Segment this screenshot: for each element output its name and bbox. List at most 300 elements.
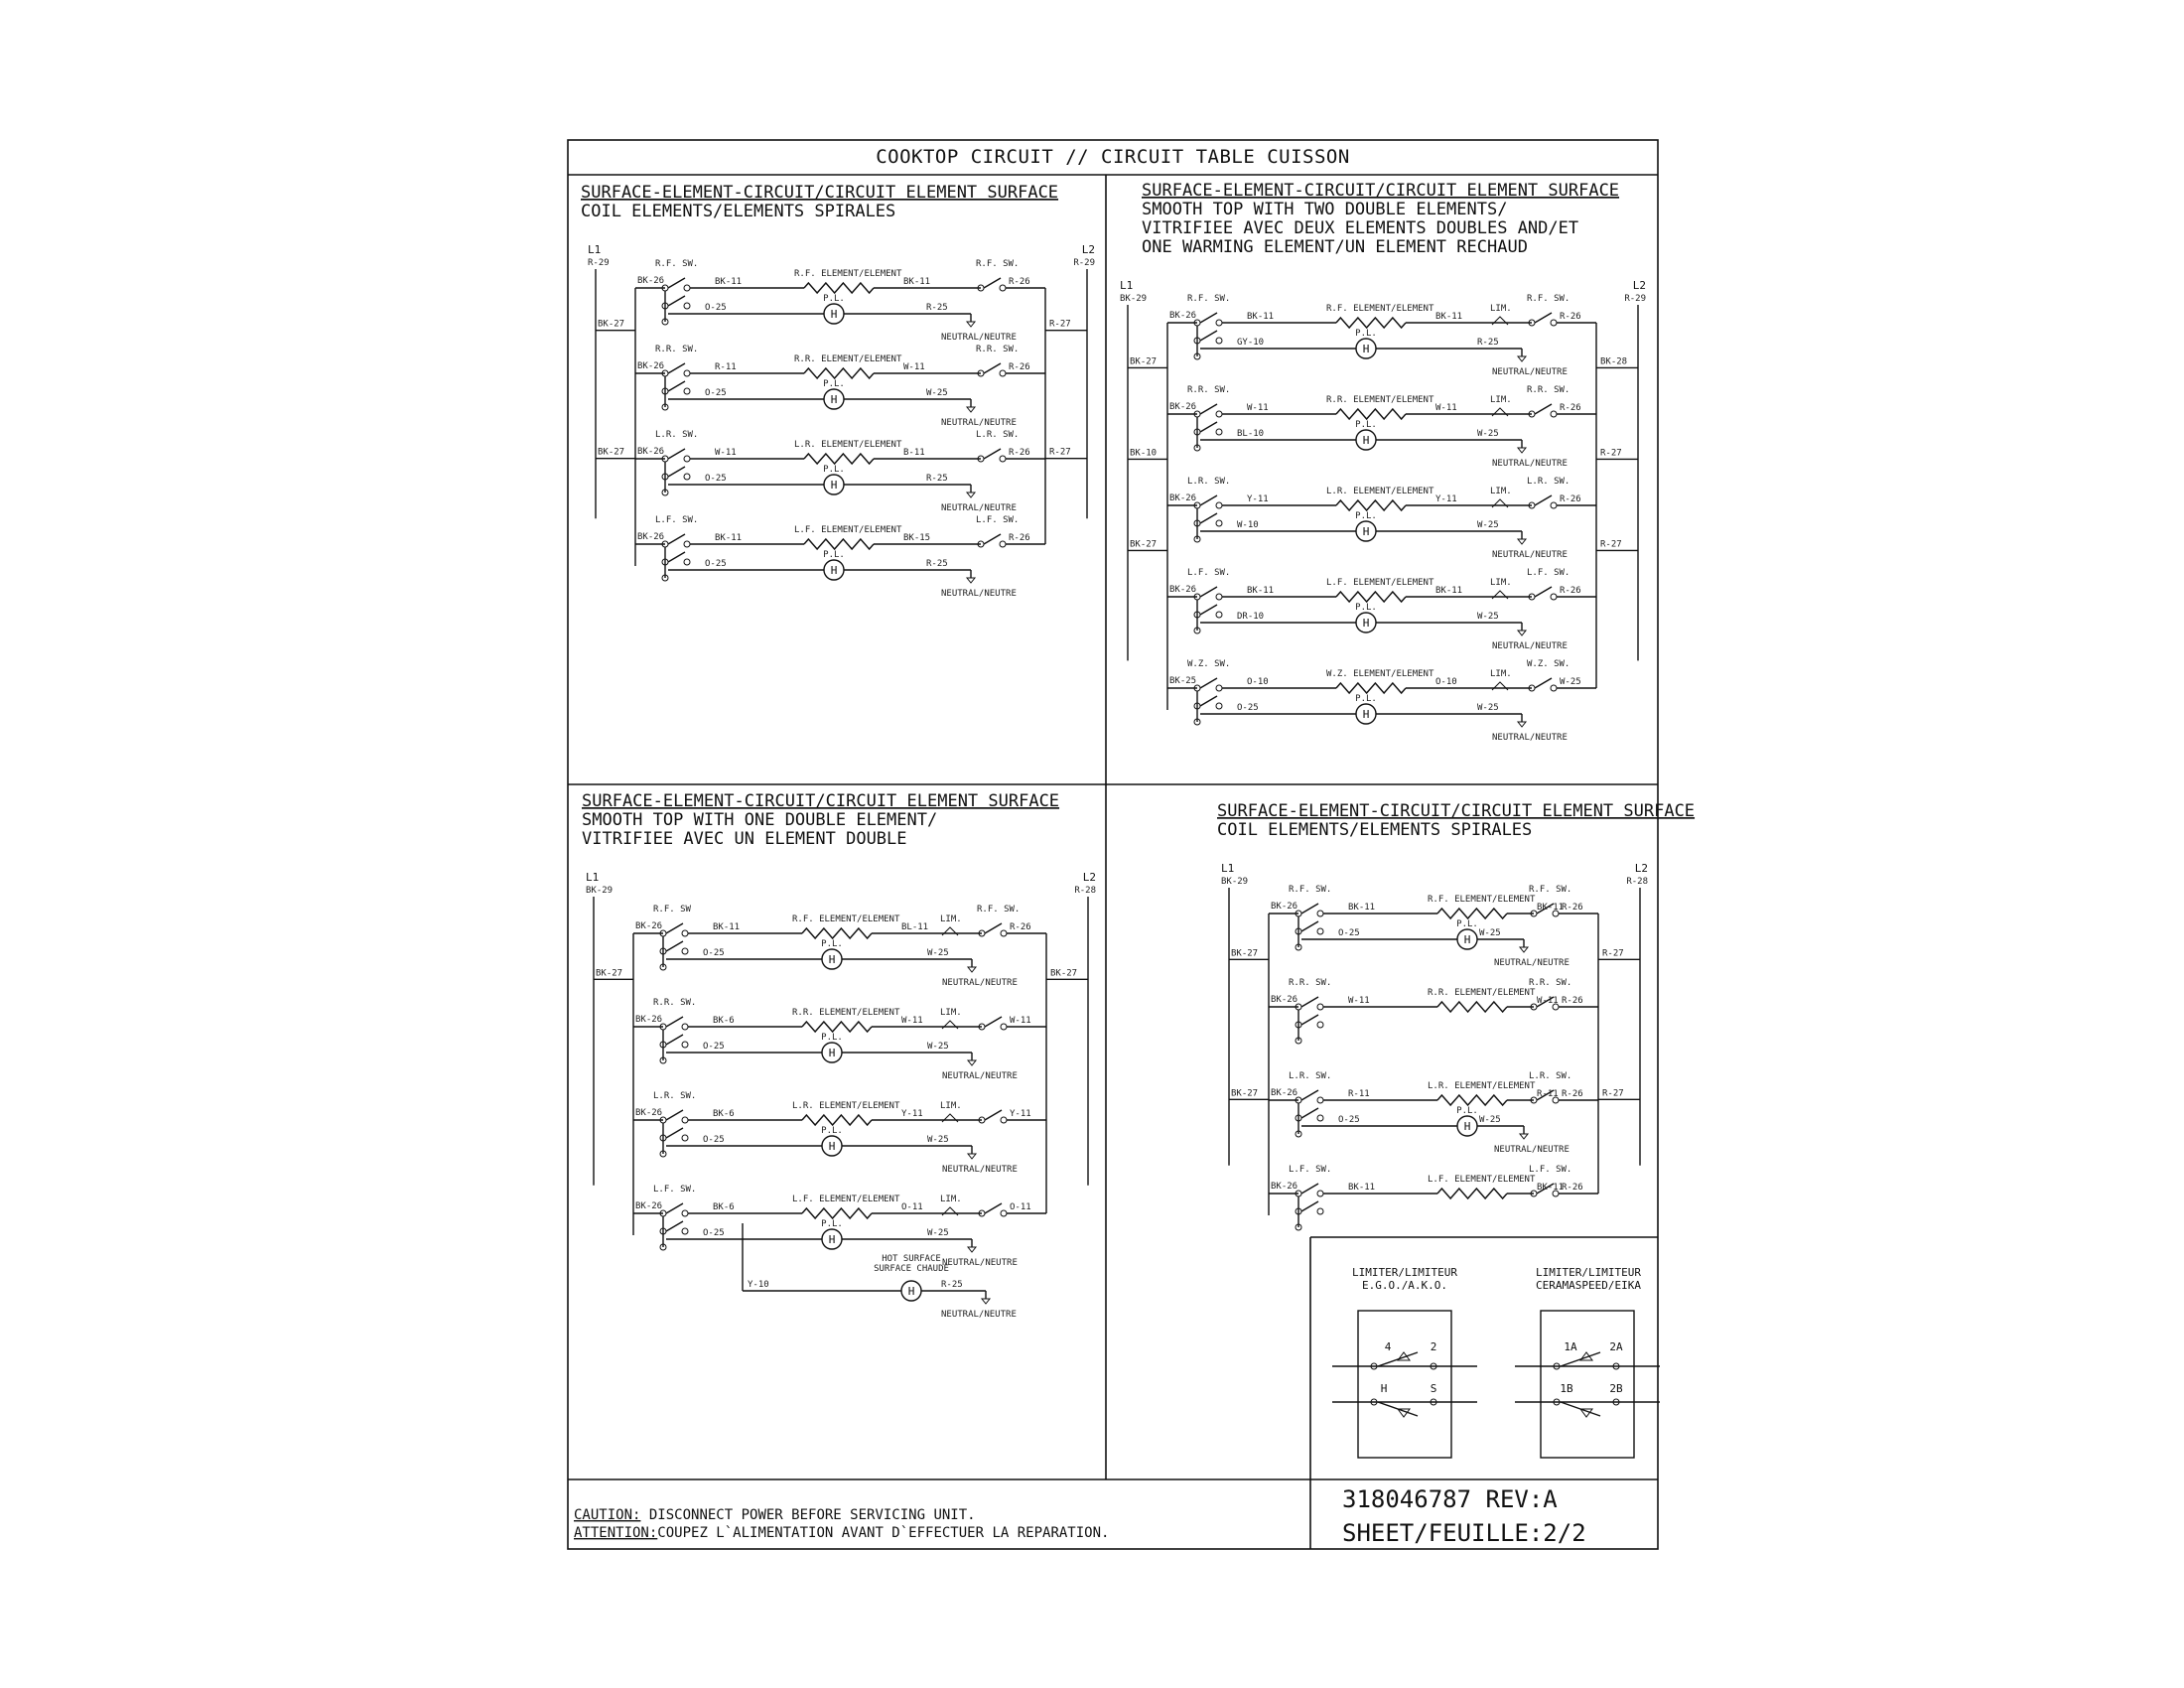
switch-label: R.R. SW.: [655, 345, 699, 354]
switch-blade: [666, 1203, 683, 1213]
switch-blade: [1200, 422, 1217, 432]
input-wire-label: BK-26: [1169, 585, 1197, 595]
switch-blade: [1200, 404, 1217, 414]
output-wire-label: R-26: [1009, 448, 1030, 458]
terminal: [682, 1117, 688, 1123]
switch-blade: [666, 1221, 683, 1231]
neutral-label: NEUTRAL/NEUTRE: [1494, 1145, 1570, 1155]
wire-label: W-11: [715, 448, 737, 458]
pilot-wire-label: GY-10: [1237, 338, 1265, 348]
pilot-return-label: W-25: [1477, 520, 1499, 530]
switch-label: R.R. SW.: [976, 345, 1020, 354]
side-wire-label: R-27: [1049, 447, 1071, 458]
input-wire-label: BK-26: [637, 447, 665, 457]
switch-label: R.R. SW.: [1529, 978, 1572, 988]
switch-label: L.R. SW.: [1527, 477, 1570, 487]
terminal: [684, 474, 690, 480]
pilot-light-symbol: H: [828, 1140, 836, 1153]
side-wire-label: R-27: [1600, 448, 1622, 459]
wire-label: R-11: [1348, 1089, 1370, 1099]
limiter-terminal-label: 1B: [1560, 1382, 1573, 1395]
pilot-light-label: P.L.: [821, 939, 843, 949]
neutral-label: NEUTRAL/NEUTRE: [942, 1071, 1018, 1081]
input-wire-label: BK-26: [637, 361, 665, 371]
neutral-arrow: [968, 1060, 976, 1065]
l1-wire-label: BK-29: [1120, 294, 1148, 304]
switch-label: L.F. SW.: [655, 515, 699, 525]
panel-title-line: VITRIFIEE AVEC UN ELEMENT DOUBLE: [582, 829, 907, 849]
output-wire-label: R-26: [1562, 1089, 1583, 1099]
switch-blade: [668, 449, 685, 459]
switch-label: R.R. SW.: [1187, 385, 1231, 395]
pilot-light-symbol: H: [1362, 434, 1370, 447]
terminal: [682, 948, 688, 954]
wire-label: BK-6: [713, 1016, 735, 1026]
pilot-light-symbol: H: [1362, 708, 1370, 721]
circuit-panels: [581, 181, 1695, 1320]
pilot-wire-label: O-25: [705, 559, 727, 569]
neutral-arrow: [1518, 722, 1526, 727]
wire-label: BK-11: [1537, 1183, 1565, 1193]
limiter-contact: [1492, 499, 1508, 507]
output-wire-label: R-26: [1560, 312, 1581, 322]
terminal: [1000, 285, 1006, 291]
limiter-symbol-2: [1515, 1266, 1660, 1458]
element-label: R.R. ELEMENT/ELEMENT: [794, 354, 902, 364]
pilot-light-symbol: H: [828, 1047, 836, 1059]
switch-blade: [1301, 1184, 1318, 1194]
switch-blade: [1535, 404, 1552, 414]
limiter-title: LIMITER/LIMITEUR: [1352, 1266, 1457, 1279]
limiter-terminal-label: 1A: [1564, 1340, 1577, 1353]
panel-title-line: SURFACE-ELEMENT-CIRCUIT/CIRCUIT ELEMENT SURFACE: [582, 791, 1060, 811]
neutral-label: NEUTRAL/NEUTRE: [1492, 733, 1568, 743]
pilot-return-label: R-25: [926, 303, 948, 313]
switch-label: R.F. SW.: [977, 905, 1021, 914]
switch-label: L.F. SW.: [1529, 1165, 1572, 1175]
limiter-label: LIM.: [940, 1008, 962, 1018]
input-wire-label: BK-26: [637, 532, 665, 542]
side-wire-label: BK-27: [1130, 539, 1158, 550]
limiter-contact: [1492, 317, 1508, 325]
heating-element-resistor: [1437, 1095, 1507, 1105]
switch-blade: [666, 1110, 683, 1120]
neutral-label: NEUTRAL/NEUTRE: [941, 503, 1017, 513]
pilot-wire-label: O-25: [1338, 1115, 1360, 1125]
terminal: [1551, 594, 1557, 600]
terminal: [1001, 930, 1007, 936]
l2-label: L2: [1634, 862, 1648, 875]
pilot-return-label: W-25: [1477, 612, 1499, 622]
terminal: [1000, 456, 1006, 462]
element-label: R.R. ELEMENT/ELEMENT: [1428, 988, 1536, 998]
switch-blade: [668, 552, 685, 562]
neutral-label: NEUTRAL/NEUTRE: [942, 1258, 1018, 1268]
pilot-light-label: P.L.: [823, 550, 845, 560]
terminal: [682, 1228, 688, 1234]
switch-blade: [1200, 331, 1217, 341]
l2-wire-label: R-29: [1073, 258, 1095, 268]
circuit-panel-1: [581, 183, 1095, 599]
pilot-wire-label: DR-10: [1237, 612, 1265, 622]
limiter-label: LIM.: [1490, 395, 1512, 405]
side-wire-label: R-27: [1602, 1088, 1624, 1099]
switch-label: L.R. SW.: [653, 1091, 697, 1101]
switch-blade: [1301, 1015, 1318, 1025]
switch-label: L.F. SW.: [1187, 568, 1231, 578]
element-label: L.R. ELEMENT/ELEMENT: [792, 1101, 900, 1111]
pilot-light-label: P.L.: [823, 294, 845, 304]
output-wire-label: R-26: [1560, 494, 1581, 504]
switch-blade: [985, 1203, 1002, 1213]
input-wire-label: BK-26: [635, 921, 663, 931]
circuit-row: [1167, 477, 1596, 560]
pilot-return-label: R-25: [1477, 338, 1499, 348]
switch-blade: [1301, 1201, 1318, 1211]
side-wire-label: BK-27: [1231, 948, 1259, 959]
neutral-label: NEUTRAL/NEUTRE: [942, 1165, 1018, 1175]
panel-title-line: SMOOTH TOP WITH ONE DOUBLE ELEMENT/: [582, 810, 938, 830]
pilot-wire-label: O-25: [1338, 928, 1360, 938]
pilot-light-symbol: H: [830, 479, 838, 492]
l2-label: L2: [1632, 279, 1646, 292]
terminal: [684, 370, 690, 376]
input-wire-label: BK-26: [635, 1015, 663, 1025]
pilot-light-symbol: H: [830, 393, 838, 406]
wire-label: BK-6: [713, 1109, 735, 1119]
neutral-label: NEUTRAL/NEUTRE: [941, 1310, 1017, 1320]
panel-title-line: COIL ELEMENTS/ELEMENTS SPIRALES: [581, 202, 896, 221]
switch-label: L.F. SW.: [976, 515, 1020, 525]
terminal: [1551, 685, 1557, 691]
switch-label: W.Z. SW.: [1527, 659, 1570, 669]
switch-blade: [1301, 1108, 1318, 1118]
circuit-row: [1167, 568, 1596, 651]
pilot-light-label: P.L.: [823, 379, 845, 389]
l1-wire-label: R-29: [588, 258, 610, 268]
limiter-contact-blade: [1378, 1352, 1418, 1366]
pilot-wire-label: W-10: [1237, 520, 1259, 530]
caution-line: [574, 1507, 976, 1523]
pilot-wire-label: BL-10: [1237, 429, 1265, 439]
pilot-return-label: W-25: [1477, 703, 1499, 713]
terminal: [1216, 612, 1222, 618]
side-wire-label: R-27: [1600, 539, 1622, 550]
wire-label: BK-11: [1435, 312, 1463, 322]
terminal: [682, 1024, 688, 1030]
neutral-arrow: [967, 492, 975, 497]
neutral-label: NEUTRAL/NEUTRE: [941, 589, 1017, 599]
element-label: L.R. ELEMENT/ELEMENT: [794, 440, 902, 450]
l1-label: L1: [586, 871, 600, 884]
wire-label: W-11: [901, 1016, 923, 1026]
switch-blade: [668, 278, 685, 288]
wire-label: BK-11: [1537, 903, 1565, 913]
switch-label: L.R. SW.: [1529, 1071, 1572, 1081]
terminal: [1317, 1115, 1323, 1121]
wire-label: BK-11: [715, 277, 743, 287]
switch-blade: [668, 296, 685, 306]
neutral-arrow: [968, 1247, 976, 1252]
wire-label: BK-11: [1435, 586, 1463, 596]
terminal: [1216, 703, 1222, 709]
neutral-arrow: [982, 1299, 990, 1304]
circuit-panel-2: [1120, 181, 1646, 743]
terminal: [1216, 429, 1222, 435]
input-wire-label: BK-26: [635, 1201, 663, 1211]
pilot-return-label: W-25: [926, 388, 948, 398]
pilot-light-symbol: H: [1362, 617, 1370, 630]
heating-element-resistor: [1437, 1002, 1507, 1012]
terminal: [1317, 1191, 1323, 1196]
limiter-contact-blade: [1561, 1352, 1600, 1366]
circuit-panel-4: [1217, 801, 1695, 1230]
circuit-row: [635, 345, 1045, 428]
pilot-light-symbol: H: [907, 1285, 915, 1298]
neutral-arrow: [1518, 356, 1526, 361]
terminal: [684, 303, 690, 309]
terminal: [1216, 594, 1222, 600]
wire-label: W-11: [1435, 403, 1457, 413]
wire-label: Y-11: [901, 1109, 923, 1119]
output-wire-label: R-26: [1562, 996, 1583, 1006]
element-label: R.F. ELEMENT/ELEMENT: [794, 269, 902, 279]
switch-blade: [984, 363, 1001, 373]
panel-title-line: ONE WARMING ELEMENT/UN ELEMENT RECHAUD: [1142, 237, 1528, 257]
element-label: R.F. ELEMENT/ELEMENT: [1428, 895, 1536, 905]
switch-blade: [668, 381, 685, 391]
wire-label: BK-11: [1247, 586, 1275, 596]
wire-label: BK-6: [713, 1202, 735, 1212]
switch-blade: [668, 363, 685, 373]
panel-title-line: SURFACE-ELEMENT-CIRCUIT/CIRCUIT ELEMENT SURFACE: [581, 183, 1059, 203]
pilot-light-symbol: H: [1362, 343, 1370, 355]
pilot-wire-label: O-25: [703, 1135, 725, 1145]
input-wire-label: BK-26: [1169, 311, 1197, 321]
element-label: L.R. ELEMENT/ELEMENT: [1326, 487, 1434, 496]
panel-title-line: COIL ELEMENTS/ELEMENTS SPIRALES: [1217, 820, 1533, 840]
pilot-light-label: P.L.: [821, 1219, 843, 1229]
pilot-light-label: P.L.: [1456, 919, 1478, 929]
l2-label: L2: [1082, 871, 1096, 884]
input-wire-label: BK-26: [1271, 902, 1298, 912]
input-wire-label: BK-25: [1169, 676, 1197, 686]
circuit-panel-3: [582, 791, 1096, 1320]
limiter-contact: [942, 1114, 958, 1122]
limiter-body: [1358, 1311, 1451, 1458]
neutral-label: NEUTRAL/NEUTRE: [941, 333, 1017, 343]
limiter-label: LIM.: [1490, 578, 1512, 588]
pilot-light-symbol: H: [830, 564, 838, 577]
neutral-arrow: [967, 407, 975, 412]
switch-label: R.R. SW.: [653, 998, 697, 1008]
switch-blade: [984, 449, 1001, 459]
neutral-arrow: [967, 322, 975, 327]
circuit-row: [1269, 885, 1598, 968]
pilot-wire-label: O-25: [703, 948, 725, 958]
hot-surface-label: HOT SURFACE: [882, 1254, 941, 1264]
circuit-row: [1167, 385, 1596, 469]
switch-label: L.F. SW.: [1527, 568, 1570, 578]
pilot-light-symbol: H: [830, 308, 838, 321]
element-label: R.F. ELEMENT/ELEMENT: [792, 914, 900, 924]
terminal: [682, 1042, 688, 1048]
terminal: [1216, 502, 1222, 508]
circuit-row: [1167, 659, 1596, 743]
terminal: [1216, 520, 1222, 526]
side-wire-label: BK-27: [1231, 1088, 1259, 1099]
switch-label: R.R. SW.: [1527, 385, 1570, 395]
switch-blade: [666, 923, 683, 933]
circuit-row: [633, 1185, 1046, 1268]
output-wire-label: R-26: [1560, 586, 1581, 596]
circuit-row: [635, 515, 1045, 599]
terminal: [1551, 502, 1557, 508]
terminal: [684, 456, 690, 462]
panel-title-line: SURFACE-ELEMENT-CIRCUIT/CIRCUIT ELEMENT SURFACE: [1217, 801, 1696, 821]
part-number: 318046787 REV:A: [1342, 1485, 1558, 1513]
wire-label: BK-11: [713, 922, 741, 932]
input-wire-label: BK-26: [1169, 402, 1197, 412]
heating-element-resistor: [804, 539, 874, 549]
switch-label: W.Z. SW.: [1187, 659, 1231, 669]
pilot-return-label: W-25: [927, 1135, 949, 1145]
element-label: R.F. ELEMENT/ELEMENT: [1326, 304, 1434, 314]
input-wire-label: BK-26: [1271, 995, 1298, 1005]
limiter-contact: [942, 1207, 958, 1215]
neutral-arrow: [1518, 448, 1526, 453]
heating-element-resistor: [802, 1115, 872, 1125]
terminal: [1317, 1208, 1323, 1214]
limiter-label: LIM.: [1490, 669, 1512, 679]
pilot-wire-label: O-25: [1237, 703, 1259, 713]
wire-label: Y-11: [1435, 494, 1457, 504]
pilot-light-symbol: H: [828, 953, 836, 966]
switch-label: L.F. SW.: [1289, 1165, 1332, 1175]
neutral-arrow: [1518, 631, 1526, 635]
heating-element-resistor: [1336, 683, 1406, 693]
switch-blade: [1200, 696, 1217, 706]
pilot-return-label: W-25: [927, 948, 949, 958]
output-wire-label: R-26: [1560, 403, 1581, 413]
heating-element-resistor: [804, 368, 874, 378]
switch-label: R.F. SW.: [1529, 885, 1572, 895]
switch-blade: [1200, 313, 1217, 323]
switch-label: R.R. SW.: [1289, 978, 1332, 988]
terminal: [1001, 1117, 1007, 1123]
pilot-wire-label: O-25: [703, 1228, 725, 1238]
terminal: [1216, 320, 1222, 326]
terminal: [1001, 1210, 1007, 1216]
switch-blade: [1200, 587, 1217, 597]
switch-blade: [1301, 921, 1318, 931]
terminal: [1216, 685, 1222, 691]
pilot-light-symbol: H: [1463, 933, 1471, 946]
side-wire-label: BK-27: [1130, 356, 1158, 367]
panel-title-line: SMOOTH TOP WITH TWO DOUBLE ELEMENTS/: [1142, 200, 1508, 219]
terminal: [1317, 1004, 1323, 1010]
attention-text: COUPEZ L`ALIMENTATION AVANT D`EFFECTUER LA REPARATION.: [657, 1525, 1110, 1541]
l1-label: L1: [1221, 862, 1235, 875]
input-wire-label: BK-26: [635, 1108, 663, 1118]
limiter-legend: [1332, 1266, 1660, 1458]
switch-label: R.F. SW.: [1527, 294, 1570, 304]
side-wire-label: BK-28: [1600, 356, 1628, 367]
wire-label: BK-11: [1348, 903, 1376, 913]
element-label: W.Z. ELEMENT/ELEMENT: [1326, 669, 1434, 679]
pilot-return-label: W-25: [1479, 928, 1501, 938]
heating-element-resistor: [1336, 318, 1406, 328]
input-wire-label: BK-26: [1169, 493, 1197, 503]
l1-label: L1: [1120, 279, 1134, 292]
side-wire-label: R-27: [1602, 948, 1624, 959]
switch-blade: [1301, 904, 1318, 914]
pilot-wire-label: O-25: [703, 1042, 725, 1052]
pilot-return-label: W-25: [1479, 1115, 1501, 1125]
output-wire-label: W-11: [1010, 1016, 1031, 1026]
pilot-return-label: R-25: [926, 474, 948, 484]
attention-line: [574, 1525, 1109, 1541]
switch-blade: [1535, 495, 1552, 505]
switch-blade: [984, 534, 1001, 544]
switch-label: R.F. SW.: [655, 259, 699, 269]
circuit-row: [633, 1091, 1046, 1175]
limiter-label: LIM.: [1490, 487, 1512, 496]
neutral-label: NEUTRAL/NEUTRE: [1492, 550, 1568, 560]
wire-label: O-11: [901, 1202, 923, 1212]
terminal: [682, 1135, 688, 1141]
terminal: [1216, 411, 1222, 417]
output-wire-label: R-26: [1009, 362, 1030, 372]
wire-label: O-10: [1247, 677, 1269, 687]
limiter-terminal-label: 2B: [1609, 1382, 1623, 1395]
wire-label: B-11: [903, 448, 925, 458]
heating-element-resistor: [1437, 1189, 1507, 1198]
switch-blade: [668, 467, 685, 477]
switch-label: R.F. SW: [653, 905, 691, 914]
switch-blade: [985, 1017, 1002, 1027]
terminal: [1317, 928, 1323, 934]
limiter-terminal-label: 2A: [1609, 1340, 1623, 1353]
pilot-return-label: W-25: [927, 1042, 949, 1052]
pilot-return-label: W-25: [1477, 429, 1499, 439]
limiter-contact: [942, 1021, 958, 1029]
wire-label: R-11: [1537, 1089, 1559, 1099]
output-wire-label: R-26: [1009, 277, 1030, 287]
heating-element-resistor: [1437, 909, 1507, 918]
limiter-subtitle: CERAMASPEED/EIKA: [1536, 1279, 1641, 1292]
switch-blade: [1200, 605, 1217, 615]
pilot-light-symbol: H: [828, 1233, 836, 1246]
circuit-row: [1269, 978, 1598, 1044]
attention-label: ATTENTION:: [574, 1525, 658, 1541]
element-label: L.F. ELEMENT/ELEMENT: [1428, 1175, 1536, 1185]
panel-title-line: SURFACE-ELEMENT-CIRCUIT/CIRCUIT ELEMENT SURFACE: [1142, 181, 1620, 201]
l2-wire-label: R-28: [1074, 886, 1096, 896]
neutral-arrow: [1518, 539, 1526, 544]
side-wire-label: BK-27: [598, 447, 625, 458]
terminal: [1000, 370, 1006, 376]
output-wire-label: W-25: [1560, 677, 1581, 687]
wire-label: BK-11: [1247, 312, 1275, 322]
heating-element-resistor: [1336, 409, 1406, 419]
limiter-contact: [1492, 682, 1508, 690]
neutral-label: NEUTRAL/NEUTRE: [941, 418, 1017, 428]
pilot-light-label: P.L.: [1355, 420, 1377, 430]
pilot-light-label: P.L.: [1355, 694, 1377, 704]
limiter-label: LIM.: [940, 1101, 962, 1111]
terminal: [1000, 541, 1006, 547]
